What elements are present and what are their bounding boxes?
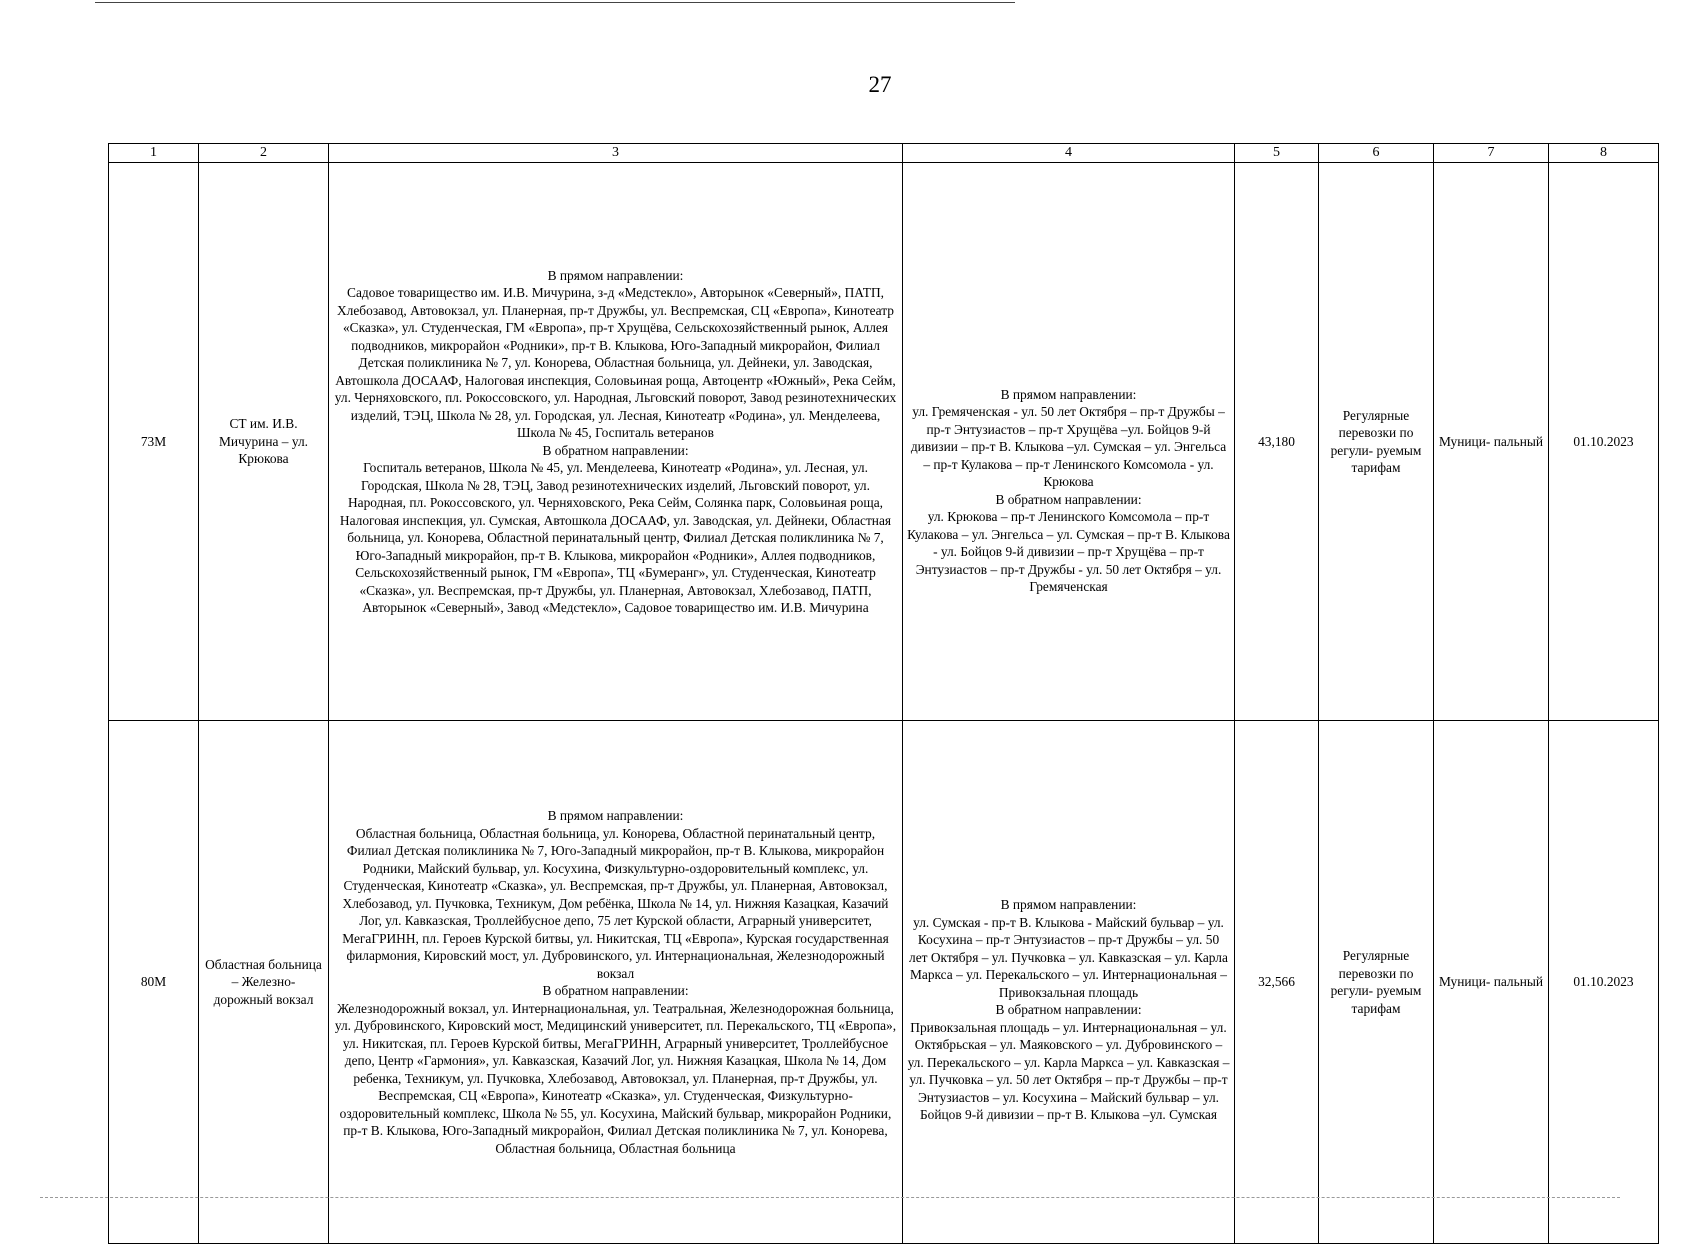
transport-type: Регулярные перевозки по регули- руемым тарифам [1319, 163, 1434, 721]
column-header: 5 [1235, 144, 1319, 163]
streets-reverse-label: В обратном направлении: [995, 1002, 1142, 1018]
route-number: 80M [109, 721, 199, 1244]
route-streets [903, 721, 1235, 1244]
route-stops [329, 721, 903, 1244]
column-header: 8 [1549, 144, 1659, 163]
page-number: 27 [868, 72, 892, 97]
stops-forward-label: В прямом направлении: [547, 808, 684, 823]
scan-edge-line [95, 2, 1015, 3]
ownership: Муници- пальный [1434, 163, 1549, 721]
streets-reverse: ул. Крюкова – пр-т Ленинского Комсомола – пр-т Кулакова – ул. Энгельса – ул. Сумская – пр-т В. Клыкова - ул. Бойцов 9-й дивизии – пр-т Хрущёва – пр-т Энтузиастов – пр-т Дружбы - ул. 50 лет Октября – ул. Гремяченская [907, 509, 1230, 594]
column-header: 2 [199, 144, 329, 163]
start-date: 01.10.2023 [1549, 721, 1659, 1244]
column-header: 4 [903, 144, 1235, 163]
scan-edge-line [40, 1197, 1620, 1198]
streets-forward: ул. Сумская - пр-т В. Клыкова - Майский бульвар – ул. Косухина – пр-т Энтузиастов – пр-т Дружбы – ул. 50 лет Октября – ул. Пучковка – ул. Кавказская – ул. Карла Маркса – ул. Перекальского – ул. Интернациональная – Привокзальная площадь [909, 914, 1228, 1000]
stops-forward-label: В прямом направлении: [547, 267, 684, 283]
table-row [109, 163, 1659, 721]
column-header: 7 [1434, 144, 1549, 163]
start-date: 01.10.2023 [1549, 163, 1659, 721]
header-row [109, 144, 1659, 163]
route-name: СТ им. И.В. Мичурина – ул. Крюкова [199, 163, 329, 721]
stops-reverse-label: В обратном направлении: [542, 442, 689, 458]
stops-forward: Садовое товарищество им. И.В. Мичурина, з-д «Медстекло», Авторынок «Северный», ПАТП, Хлебозавод, Автовокзал, ул. Планерная, пр-т Дружбы, ул. Веспремская, СЦ «Европа», Кинотеатр «Сказка», ул. Студенческая, ГМ «Европа», пр-т Хрущёва, Сельскохозяйственный рынок, Аллея подводников, микрорайон «Родники», пр-т В. Клыкова, Юго-Западный микрорайон, Филиал Детская поликлиника № 7, ул. Конорева, Областная больница, ул. Дейнеки, ул. Заводская, Автошкола ДОСААФ, Налоговая инспекция, Соловьиная роща, Автоцентр «Южный», Река Сейм, ул. Черняховского, пл. Рокоссовского, ул. Народная, Льговский поворот, Завод резинотехнических изделий, ТЭЦ, Школа № 28, ул. Городская, ул. Лесная, Кинотеатр «Родина», ул. Менделеева, Школа № 45, Госпиталь ветеранов [334, 285, 897, 440]
route-number: 73M [109, 163, 199, 721]
route-length: 43,180 [1235, 163, 1319, 721]
column-header: 6 [1319, 144, 1434, 163]
routes-table [108, 143, 1659, 1244]
column-header: 1 [109, 144, 199, 163]
table-row [109, 721, 1659, 1244]
route-stops [329, 163, 903, 721]
streets-forward-label: В прямом направлении: [1000, 386, 1137, 402]
route-name: Областная больница – Железно- дорожный вокзал [199, 721, 329, 1244]
route-streets [903, 163, 1235, 721]
streets-reverse: Привокзальная площадь – ул. Интернациональная – ул. Октябрьская – ул. Маяковского – ул. Дубровинского – ул. Перекальского – ул. Карла Маркса – ул. Кавказская – ул. Пучковка – ул. 50 лет Октября – пр-т Дружбы – пр-т Энтузиастов – ул. Косухина – Майский бульвар – ул. Бойцов 9-й дивизии – пр-т В. Клыкова –ул. Сумская [907, 1019, 1230, 1123]
stops-forward: Областная больница, Областная больница, ул. Конорева, Областной перинатальный центр, Филиал Детская поликлиника № 7, Юго-Западный микрорайон, пр-т В. Клыкова, микрорайон Родники, Майский бульвар, ул. Косухина, Физкультурно-оздоровительный комплекс, ул. Студенческая, Кинотеатр «Сказка», ул. Веспремская, пр-т Дружбы, ул. Планерная, Автовокзал, Хлебозавод, ул. Пучковка, Техникум, Дом ребёнка, Школа № 14, ул. Нижняя Казацкая, Казачий Лог, ул. Кавказская, Троллейбусное депо, 75 лет Курской области, Аграрный университет, МегаГРИНН, пл. Героев Курской битвы, ул. Никитская, ТЦ «Европа», Курская государственная филармония, Кировский мост, ул. Дубровинского, ул. Интернациональная, Железнодорожный вокзал [342, 825, 889, 981]
stops-reverse: Госпиталь ветеранов, Школа № 45, ул. Менделеева, Кинотеатр «Родина», ул. Лесная, ул. Городская, Школа № 28, ТЭЦ, Завод резинотехнических изделий, Льговский поворот, ул. Народная, пл. Рокоссовского, ул. Черняховского, Река Сейм, Солянка парк, Соловьиная роща, Налоговая инспекция, ул. Сумская, Автошкола ДОСААФ, ул. Заводская, ул. Дейнеки, Областная больница, ул. Конорева, Областной перинатальный центр, Филиал Детская поликлиника № 7, Юго-Западный микрорайон, пр-т В. Клыкова, микрорайон «Родники», Аллея подводников, Сельскохозяйственный рынок, ГМ «Европа», ТЦ «Бумеранг», ул. Студенческая, Кинотеатр «Сказка», ул. Веспремская, пр-т Дружбы, ул. Планерная, Автовокзал, Хлебозавод, ПАТП, Авторынок «Северный», Завод «Медстекло», Садовое товарищество им. И.В. Мичурина [339, 460, 892, 615]
streets-forward-label: В прямом направлении: [1000, 897, 1137, 913]
streets-reverse-label: В обратном направлении: [995, 491, 1142, 507]
column-header: 3 [329, 144, 903, 163]
ownership: Муници- пальный [1434, 721, 1549, 1244]
stops-reverse-label: В обратном направлении: [542, 983, 689, 998]
streets-forward: ул. Гремяченская - ул. 50 лет Октября – пр-т Дружбы – пр-т Энтузиастов – пр-т Хрущёва –ул. Бойцов 9-й дивизии – пр-т В. Клыкова –ул. Сумская – ул. Энгельса – пр-т Кулакова – пр-т Ленинского Комсомола - ул. Крюкова [910, 404, 1227, 489]
transport-type: Регулярные перевозки по регули- руемым тарифам [1319, 721, 1434, 1244]
route-length: 32,566 [1235, 721, 1319, 1244]
stops-reverse: Железнодорожный вокзал, ул. Интернациональная, ул. Театральная, Железнодорожная больница, ул. Дубровинского, Кировский мост, Медицинский университет, пл. Перекальского, ТЦ «Европа», ул. Никитская, пл. Героев Курской битвы, МегаГРИНН, Аграрный университет, Троллейбусное депо, Центр «Гармония», ул. Кавказская, Казачий Лог, ул. Нижняя Казацкая, Школа № 14, Дом ребенка, Техникум, ул. Пучковка, Хлебозавод, Автовокзал, ул. Планерная, пр-т Дружбы, ул. Веспремская, СЦ «Европа», Кинотеатр «Сказка», ул. Студенческая, Физкультурно-оздоровительный комплекс, Школа № 55, ул. Косухина, Майский бульвар, микрорайон Родники, пр-т В. Клыкова, Юго-Западный микрорайон, Филиал Детская поликлиника № 7, ул. Конорева, Областная больница, Областная больница [334, 1000, 897, 1156]
